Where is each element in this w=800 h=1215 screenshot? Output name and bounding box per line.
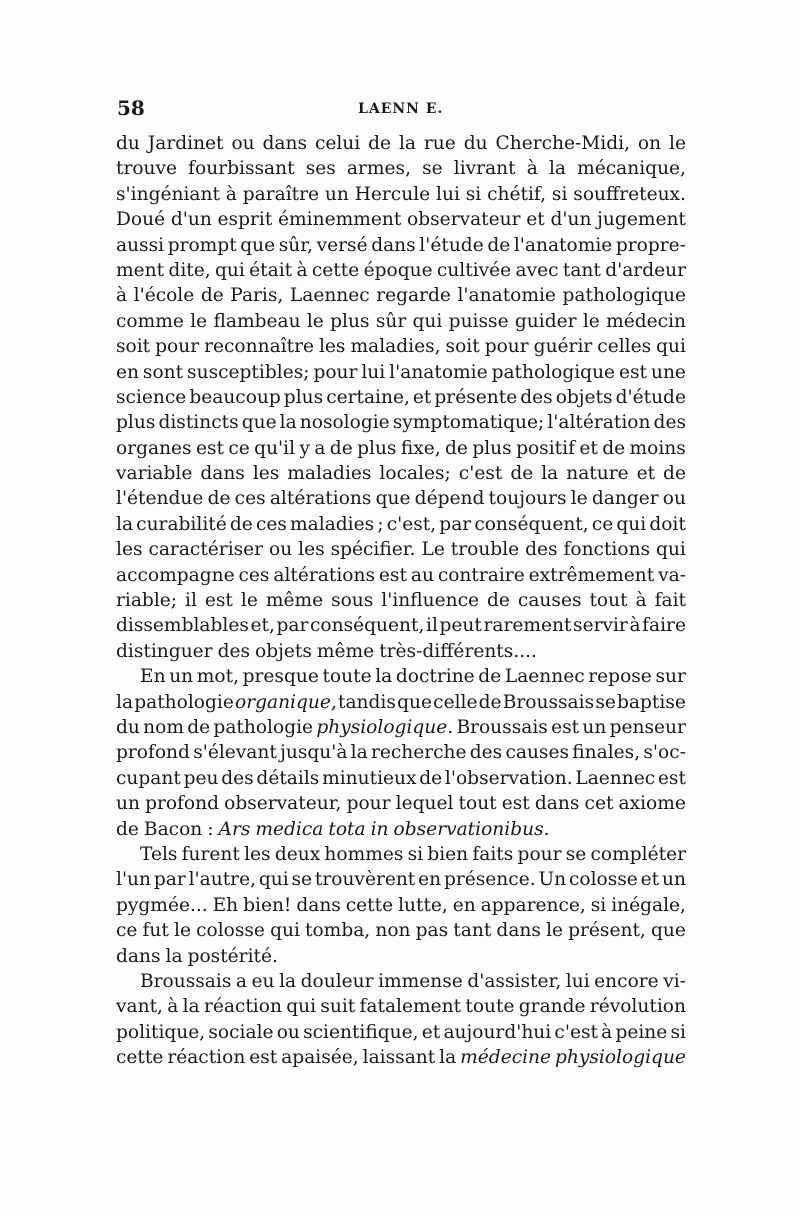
text-line: cette réaction est apaisée, laissant la médecine physiologique	[116, 1047, 686, 1069]
text-line: distinguer des objets même très-différents....	[116, 640, 537, 662]
text-line: aussi prompt que sûr, versé dans l'étude de l'anatomie propre-	[116, 234, 686, 256]
text-line: la pathologie organique, tandis que celle de Broussais se baptise	[116, 691, 686, 713]
text-line: dissemblables et, par conséquent, il peut rarement servir à faire	[116, 615, 686, 637]
text-line: Tels furent les deux hommes si bien faits pour se compléter	[140, 843, 686, 865]
text-line: en sont susceptibles; pour lui l'anatomie pathologique est une	[116, 361, 686, 383]
running-head	[112, 96, 690, 122]
text-line: organes est ce qu'il y a de plus fixe, de plus positif et de moins	[116, 437, 686, 459]
text-line: riable; il est le même sous l'influence de causes tout à fait	[116, 590, 686, 612]
running-title: LAENN E.	[358, 101, 444, 117]
text-line: trouve fourbissant ses armes, se livrant à la mécanique,	[116, 158, 686, 180]
text-line: la curabilité de ces maladies ; c'est, par conséquent, ce qui doit	[116, 513, 686, 535]
text-line: un profond observateur, pour lequel tout est dans cet axiome	[116, 793, 686, 815]
text-line: En un mot, presque toute la doctrine de Laennec repose sur	[140, 666, 686, 688]
text-line: Doué d'un esprit éminemment observateur et d'un jugement	[116, 209, 686, 231]
text-line: l'un par l'autre, qui se trouvèrent en présence. Un colosse et un	[116, 869, 686, 891]
text-line: politique, sociale ou scientifique, et aujourd'hui c'est à peine si	[116, 1021, 686, 1043]
text-line: plus distincts que la nosologie symptomatique; l'altération des	[116, 412, 686, 434]
page-number: 58	[117, 96, 145, 120]
text-line: ce fut le colosse qui tomba, non pas tant dans le présent, que	[116, 920, 686, 942]
text-line: vant, à la réaction qui suit fatalement toute grande révolution	[116, 996, 686, 1018]
text-line: accompagne ces altérations est au contraire extrêmement va-	[116, 564, 686, 586]
text-line: du Jardinet ou dans celui de la rue du Cherche-Midi, on le	[116, 133, 686, 154]
text-line: ment dite, qui était à cette époque cultivée avec tant d'ardeur	[116, 259, 686, 281]
text-line: profond s'élevant jusqu'à la recherche des causes finales, s'oc-	[116, 742, 686, 764]
text-line: de Bacon : Ars medica tota in observationibus.	[116, 818, 550, 840]
text-line: Broussais a eu la douleur immense d'assister, lui encore vi-	[140, 970, 686, 992]
text-line: à l'école de Paris, Laennec regarde l'anatomie pathologique	[116, 285, 686, 307]
text-line: s'ingéniant à paraître un Hercule lui si chétif, si souffreteux.	[116, 183, 686, 205]
text-line: variable dans les maladies locales; c'est de la nature et de	[116, 463, 686, 485]
text-line: les caractériser ou les spécifier. Le trouble des fonctions qui	[116, 539, 686, 561]
text-line: dans la postérité.	[116, 945, 278, 967]
body-text	[116, 131, 686, 1070]
text-line: science beaucoup plus certaine, et présente des objets d'étude	[116, 386, 686, 408]
text-line: l'étendue de ces altérations que dépend toujours le danger ou	[116, 488, 686, 510]
text-line: pygmée... Eh bien! dans cette lutte, en apparence, si inégale,	[116, 894, 686, 916]
text-line: cupant peu des détails minutieux de l'observation. Laennec est	[116, 767, 686, 789]
text-line: soit pour reconnaître les maladies, soit pour guérir celles qui	[116, 336, 686, 358]
text-line: du nom de pathologie physiologique. Broussais est un penseur	[116, 716, 686, 738]
text-line: comme le flambeau le plus sûr qui puisse guider le médecin	[116, 310, 686, 332]
